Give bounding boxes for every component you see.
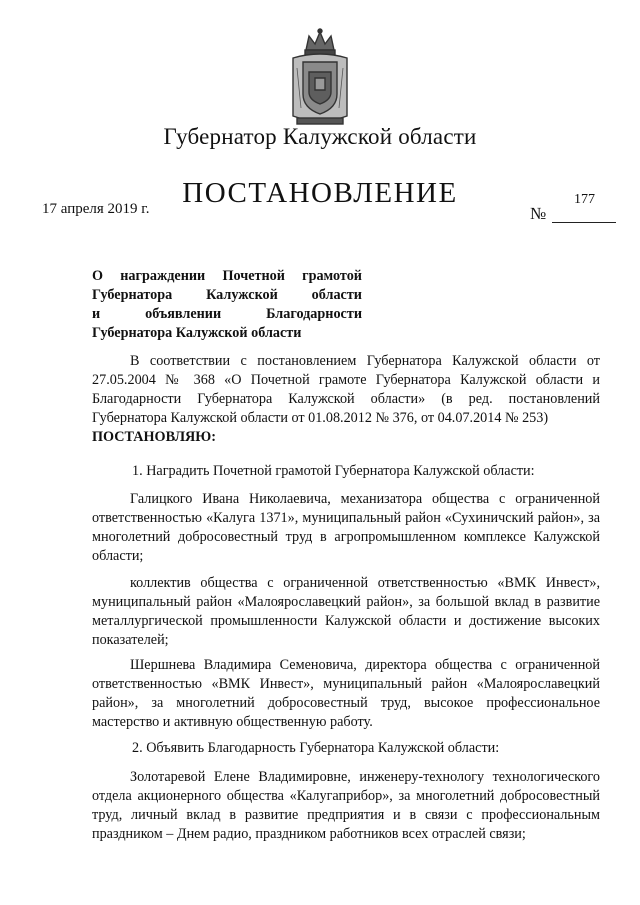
award-paragraph-shershnev: Шершнева Владимира Семеновича, директора общества с ограниченной ответственностью «ВМК Инвест», муниципальный район «Малоярославецкий район», за многолетний добросовестный труд, высокое профессиональное мастерство и активную общественную работу. xyxy=(92,657,600,730)
subject-line-3: и объявлении Благодарности xyxy=(92,306,362,322)
number-value: 177 xyxy=(574,192,595,207)
document-subject xyxy=(92,267,362,343)
award-paragraph-vmk: коллектив общества с ограниченной ответственностью «ВМК Инвест», муниципальный район «Малоярославецкий район», за большой вклад в развитие металлургической промышленности Калужской области и достижение высоких показателей; xyxy=(92,575,600,648)
document-type: ПОСТАНОВЛЕНИЕ xyxy=(182,177,458,209)
award-paragraph-galitsky: Галицкого Ивана Николаевича, механизатора общества с ограниченной ответственностью «Калуга 1371», муниципальный район «Сухиничский район», за многолетний добросовестный труд в агропромышленном комплексе Калужской области; xyxy=(92,491,600,564)
subject-line-2: Губернатора Калужской области xyxy=(92,287,362,303)
item-2-heading: 2. Объявить Благодарность Губернатора Калужской области: xyxy=(132,740,500,756)
document-number xyxy=(530,192,618,222)
preamble-paragraph: В соответствии с постановлением Губернатора Калужской области от 27.05.2004 № 368 «О Почетной грамоте Губернатора Калужской области и Благодарности Губернатора Калужской области» (в ред. постановлений Губернатора Калужской области от 01.08.2012 № 376, от 04.07.2014 № 253) xyxy=(92,353,600,426)
coat-of-arms-icon xyxy=(289,28,351,128)
thanks-paragraph-zolotareva: Золотаревой Елене Владимировне, инженеру-технологу технологического отдела акционерного общества «Калугаприбор», за многолетний добросовестный труд, личный вклад в развитие предприятия и в связи с профессиональным праздником – Днем радио, праздником работников всех отраслей связи; xyxy=(92,769,600,842)
decree-word: ПОСТАНОВЛЯЮ: xyxy=(92,429,217,445)
number-underline xyxy=(552,222,616,223)
issuer-title: Губернатор Калужской области xyxy=(163,124,477,149)
subject-line-1: О награждении Почетной грамотой xyxy=(92,268,362,284)
subject-line-4: Губернатора Калужской области xyxy=(92,325,302,341)
item-1-heading: 1. Наградить Почетной грамотой Губернатора Калужской области: xyxy=(132,463,535,479)
number-sign: № xyxy=(530,204,547,223)
document-date: 17 апреля 2019 г. xyxy=(42,201,150,217)
